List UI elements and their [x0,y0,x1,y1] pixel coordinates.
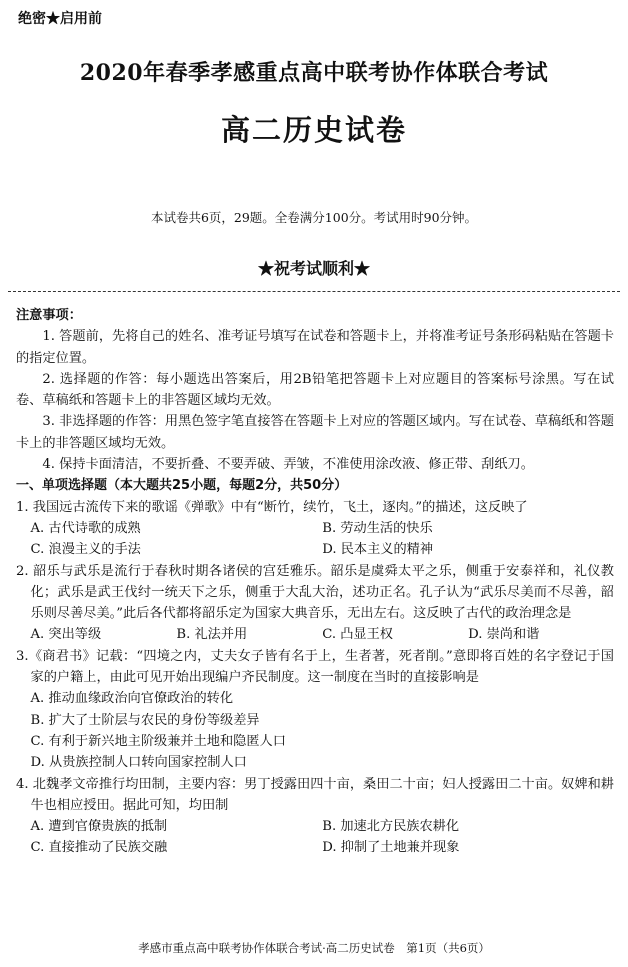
notice-item: 3. 非选择题的作答：用黑色签字笔直接答在答题卡上对应的答题区域内。写在试卷、草稿纸和答题卡上的非答题区域均无效。 [16,414,614,451]
notice-item: 2. 选择题的作答：每小题选出答案后，用2B铅笔把答题卡上对应题目的答案标号涂黑。写在试卷、草稿纸和答题卡上的非答题区域均无效。 [16,371,614,409]
section-title: 一、单项选择题（本大题共25小题，每题2分，共50分） [16,478,348,494]
option-a: A. 古代诗歌的成熟 [30,520,141,536]
dashed-divider [8,291,620,292]
option-d: D. 民本主义的精神 [322,542,434,558]
page-footer: 孝感市重点高中联考协作体联合考试·高二历史试卷 第1页（共6页） [138,941,490,955]
question-stem: 1. 我国远古流传下来的歌谣《弹歌》中有“断竹，续竹，飞土，逐肉。”的描述，这反映了 [16,499,528,515]
options-row [16,837,614,858]
good-luck-banner: ★祝考试顺利★ [257,259,370,278]
options-row [16,518,614,539]
question-stem: 3.《商君书》记载：“四境之内，丈夫女子皆有名于上，生者著，死者削。”意即将百姓的名字登记于国家的户籍上，由此可见开始出现编户齐民制度。这一制度在当时的直接影响是 [16,648,614,686]
option-c: C. 直接推动了民族交融 [30,840,168,856]
exam-info: 本试卷共6页，29题。全卷满分100分。考试用时90分钟。 [150,210,478,225]
option-a: A. 推动血缘政治向官僚政治的转化 [30,691,234,707]
question-stem: 4. 北魏孝文帝推行均田制，主要内容：男丁授露田四十亩，桑田二十亩；妇人授露田二十亩。奴婢和耕牛也相应授田。据此可知，均田制 [16,776,614,813]
option-c: C. 有利于新兴地主阶级兼并土地和隐匿人口 [30,733,286,749]
question-4 [16,774,614,859]
option-a: A. 突出等级 [30,627,102,643]
option-b: B. 加速北方民族农耕化 [322,819,460,835]
exam-body [16,305,614,859]
question-3 [16,646,614,774]
question-2 [16,561,614,646]
option-c: C. 凸显王权 [322,627,393,643]
option-d: D. 崇尚和谐 [468,627,540,643]
exam-title: 2020年春季孝感重点高中联考协作体联合考试 [79,60,549,86]
options-row [16,624,614,645]
notice-title: 注意事项： [16,308,82,323]
options-row [16,539,614,560]
option-c: C. 浪漫主义的手法 [30,542,141,558]
notice-item: 1. 答题前，先将自己的姓名、准考证号填写在试卷和答题卡上，并将准考证号条形码粘贴在答题卡的指定位置。 [16,329,614,366]
options-row [16,816,614,837]
exam-subtitle: 高二历史试卷 [220,113,407,147]
notice-item: 4. 保持卡面清洁，不要折叠、不要弄破、弄皱，不准使用涂改液、修正带、刮纸刀。 [42,457,534,473]
option-d: D. 抑制了土地兼并现象 [322,840,460,856]
question-stem: 2. 韶乐与武乐是流行于春秋时期各诸侯的宫廷雅乐。韶乐是虞舜太平之乐，侧重于安泰祥和，礼仪教化；武乐是武王伐纣一统天下之乐，侧重于大乱大治，述功正名。孔子认为“武乐尽美而不尽善，韶乐则尽善尽美。”此后各代都将韶乐定为国家大典音乐，无出左右。这反映了古代的政治理念是 [16,563,614,622]
option-d: D. 从贵族控制人口转向国家控制人口 [30,755,247,771]
option-b: B. 扩大了士阶层与农民的身份等级差异 [30,712,260,728]
option-b: B. 礼法并用 [176,627,248,643]
question-1 [16,497,614,561]
option-a: A. 遭到官僚贵族的抵制 [30,819,168,835]
option-b: B. 劳动生活的快乐 [322,520,433,536]
confidential-mark: 绝密★启用前 [18,11,102,27]
